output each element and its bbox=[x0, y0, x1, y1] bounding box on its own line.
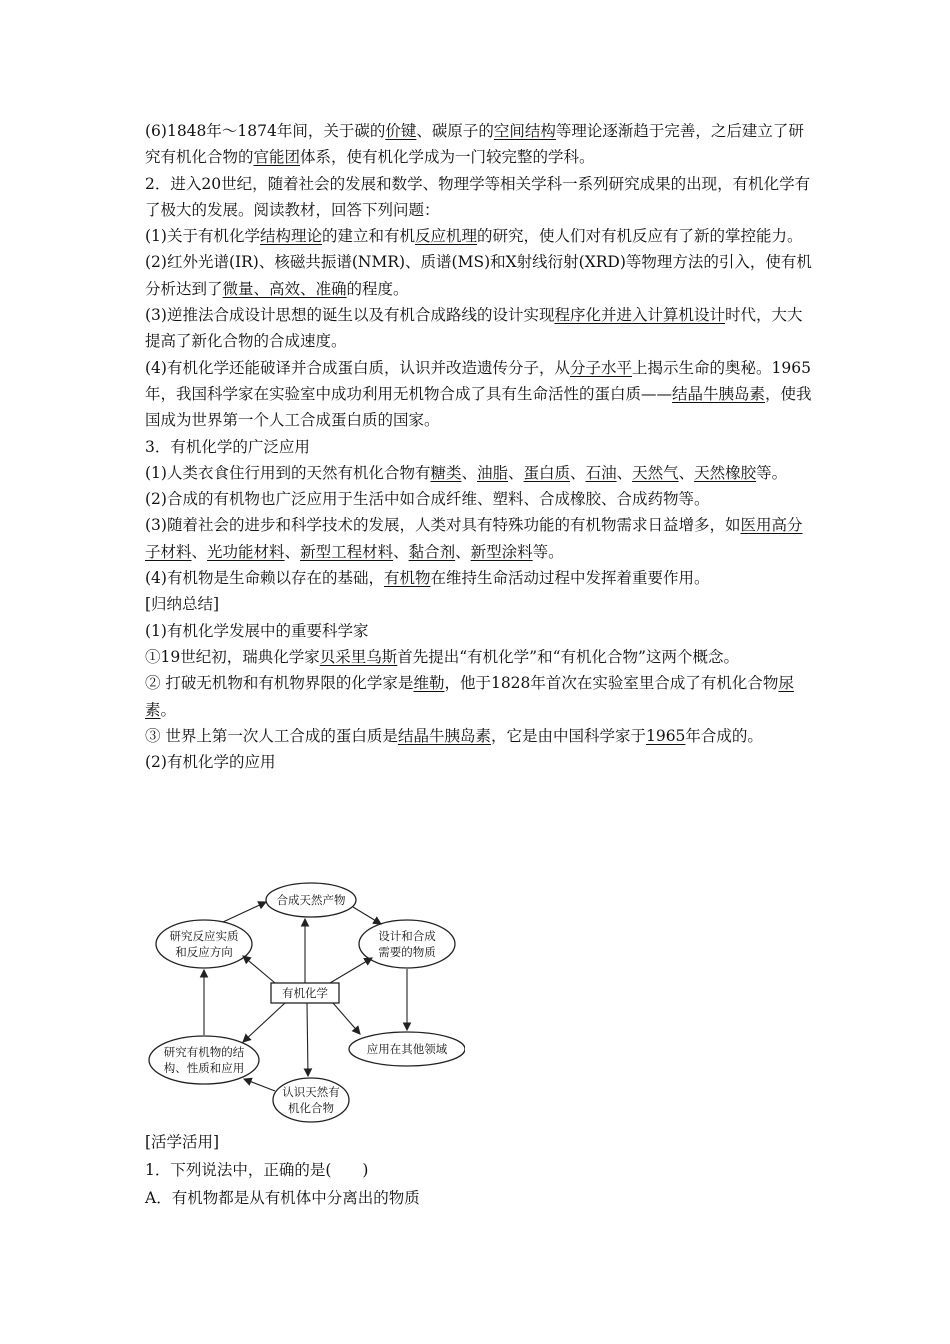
text-run: 、 bbox=[393, 542, 409, 561]
text-run: 。 bbox=[160, 700, 177, 719]
text-run: 2．进入20世纪，随着社会的发展和数学、物理学等相关学科一系列研究成果的出现，有机化学有了极大的发展。阅读教材，回答下列问题： bbox=[145, 174, 811, 219]
node-left-top bbox=[156, 920, 252, 968]
text-run: [归纳总结] bbox=[145, 595, 220, 614]
text-run: ，它是由中国科学家于 bbox=[490, 726, 646, 745]
answer-text: 结晶牛胰岛素 bbox=[672, 384, 766, 403]
answer-text: 官能团 bbox=[253, 148, 301, 167]
text-run: (2)合成的有机物也广泛应用于生活中如合成纤维、塑料、合成橡胶、合成药物等。 bbox=[145, 490, 710, 509]
text-run: 年合成的。 bbox=[685, 726, 763, 745]
paragraph bbox=[145, 434, 813, 460]
text-run: 在维持生命活动过程中发挥着重要作用。 bbox=[430, 569, 710, 588]
text-run: ①19世纪初，瑞典化学家 bbox=[145, 647, 320, 666]
answer-text: 石油 bbox=[585, 463, 617, 482]
text-run: (4)有机物是生命赖以存在的基础， bbox=[145, 569, 384, 588]
text-run: (3)逆推法合成设计思想的诞生以及有机合成路线的设计实现 bbox=[145, 306, 555, 325]
text-run: 的研究，使人们对有机反应有了新的掌控能力。 bbox=[477, 227, 803, 246]
answer-text: 新型工程材料 bbox=[300, 542, 394, 561]
answer-text: 尿素 bbox=[145, 674, 794, 719]
text-run: 的建立和有机 bbox=[321, 227, 415, 246]
text-run: ② 打破无机物和有机物界限的化学家是 bbox=[145, 674, 414, 693]
answer-text: 黏合剂 bbox=[408, 542, 456, 561]
text-run: 的程度。 bbox=[346, 279, 409, 298]
question-1: 1．下列说法中，正确的是( ) bbox=[145, 1161, 369, 1179]
answer-text: 油脂 bbox=[477, 463, 509, 482]
text-run: 、 bbox=[616, 463, 633, 482]
paragraph bbox=[145, 118, 813, 171]
paragraph bbox=[145, 591, 813, 617]
answer-text: 医用高分子材料 bbox=[145, 516, 803, 561]
text-run: ，使我国成为世界第一个人工合成蛋白质的国家。 bbox=[145, 384, 812, 430]
text-run: 、 bbox=[508, 463, 524, 482]
label-right-top-2: 需要的物质 bbox=[378, 945, 436, 959]
label-left-bottom-1: 研究有机物的结 bbox=[163, 1045, 245, 1059]
organic-chemistry-diagram bbox=[145, 878, 465, 1123]
practice-heading: [活学活用] bbox=[145, 1133, 220, 1151]
text-run: (1)有机化学发展中的重要科学家 bbox=[145, 621, 369, 640]
answer-text: 光功能材料 bbox=[207, 542, 285, 561]
text-run: 、 bbox=[284, 542, 301, 561]
text-run: 、 bbox=[678, 463, 695, 482]
paragraph bbox=[145, 618, 813, 644]
answer-text: 贝采里乌斯 bbox=[319, 647, 398, 666]
answer-text: 程序化并进入计算机设计 bbox=[554, 306, 725, 325]
answer-text: 有机物 bbox=[383, 569, 431, 588]
answer-text: 结构理论 bbox=[259, 227, 322, 246]
text-run: 等。 bbox=[532, 542, 564, 561]
text-run: 上揭示生命的奥秘。1965年，我国科学家在实验室中成功利用无机物合成了具有生命活性的蛋白质—— bbox=[145, 358, 811, 403]
answer-text: 空间结构 bbox=[493, 122, 556, 140]
text-run: 体系，使有机化学成为一门较完整的学科。 bbox=[300, 148, 595, 167]
answer-text: 蛋白质 bbox=[523, 463, 571, 482]
question-1-option-a: A．有机物都是从有机体中分离出的物质 bbox=[145, 1189, 420, 1207]
text-run: 时代，大大提高了新化合物的合成速度。 bbox=[145, 306, 803, 351]
label-bottom-2: 机化合物 bbox=[288, 1101, 334, 1115]
text-run: ，他于1828年首次在实验室里合成了有机化合物 bbox=[444, 674, 779, 693]
label-left-top-1: 研究反应实质 bbox=[169, 929, 239, 943]
diagram-svg bbox=[145, 878, 465, 1123]
label-right-bottom: 应用在其他领域 bbox=[366, 1042, 448, 1056]
document-body bbox=[145, 118, 813, 775]
label-left-bottom-2: 构、性质和应用 bbox=[163, 1061, 245, 1075]
paragraph bbox=[145, 171, 813, 224]
text-run: (4)有机化学还能破译并合成蛋白质，认识并改造遗传分子，从 bbox=[145, 358, 570, 377]
text-run: (2)红外光谱(IR)、核磁共振谱(NMR)、质谱(MS)和X射线衍射(XRD)等物理方法的引入，使有机分析达到了 bbox=[145, 253, 812, 298]
label-top: 合成天然产物 bbox=[276, 893, 346, 907]
answer-text: 糖类 bbox=[430, 463, 462, 482]
paragraph bbox=[145, 302, 813, 355]
paragraph bbox=[145, 670, 813, 723]
answer-text: 微量、高效、准确 bbox=[222, 279, 347, 298]
text-run: 等。 bbox=[756, 463, 788, 482]
paragraph bbox=[145, 223, 813, 249]
text-run: 、 bbox=[461, 463, 477, 482]
paragraph bbox=[145, 749, 813, 775]
text-run: 、碳原子的 bbox=[416, 122, 494, 140]
paragraph bbox=[145, 565, 813, 591]
text-run: (2)有机化学的应用 bbox=[145, 753, 276, 772]
node-left-bottom bbox=[149, 1036, 259, 1084]
answer-text: 结晶牛胰岛素 bbox=[397, 726, 491, 745]
text-run: 首先提出“有机化学”和“有机化合物”这两个概念。 bbox=[397, 647, 739, 666]
answer-text: 1965 bbox=[645, 726, 686, 745]
label-center: 有机化学 bbox=[282, 986, 328, 1000]
label-bottom-1: 认识天然有 bbox=[282, 1085, 340, 1099]
paragraph bbox=[145, 723, 813, 749]
practice-section bbox=[145, 1128, 813, 1212]
paragraph bbox=[145, 249, 813, 302]
text-run: (1)关于有机化学 bbox=[145, 227, 260, 246]
text-run: (1)人类衣食住行用到的天然有机化合物有 bbox=[145, 463, 431, 482]
text-run: (3)随着社会的进步和科学技术的发展，人类对具有特殊功能的有机物需求日益增多，如 bbox=[145, 516, 741, 535]
label-left-top-2: 和反应方向 bbox=[175, 945, 233, 959]
text-run: 等理论逐渐趋于完善，之后建立了研究有机化合物的 bbox=[145, 122, 804, 167]
node-right-top bbox=[359, 920, 455, 968]
text-run: 3．有机化学的广泛应用 bbox=[145, 437, 310, 456]
text-run: ③ 世界上第一次人工合成的蛋白质是 bbox=[145, 726, 398, 745]
paragraph bbox=[145, 644, 813, 670]
answer-text: 反应机理 bbox=[415, 227, 478, 246]
text-run: (6)1848年～1874年间，关于碳的 bbox=[145, 122, 386, 140]
paragraph bbox=[145, 512, 813, 565]
answer-text: 维勒 bbox=[413, 674, 445, 693]
answer-text: 分子水平 bbox=[569, 358, 632, 377]
answer-text: 价键 bbox=[385, 122, 417, 140]
paragraph bbox=[145, 460, 813, 486]
paragraph bbox=[145, 486, 813, 512]
text-run: 、 bbox=[191, 542, 208, 561]
paragraph bbox=[145, 355, 813, 434]
answer-text: 新型涂料 bbox=[470, 542, 533, 561]
answer-text: 天然气 bbox=[632, 463, 679, 482]
text-run: 、 bbox=[570, 463, 586, 482]
label-right-top-1: 设计和合成 bbox=[378, 929, 436, 943]
answer-text: 天然橡胶 bbox=[694, 463, 757, 482]
text-run: 、 bbox=[455, 542, 471, 561]
